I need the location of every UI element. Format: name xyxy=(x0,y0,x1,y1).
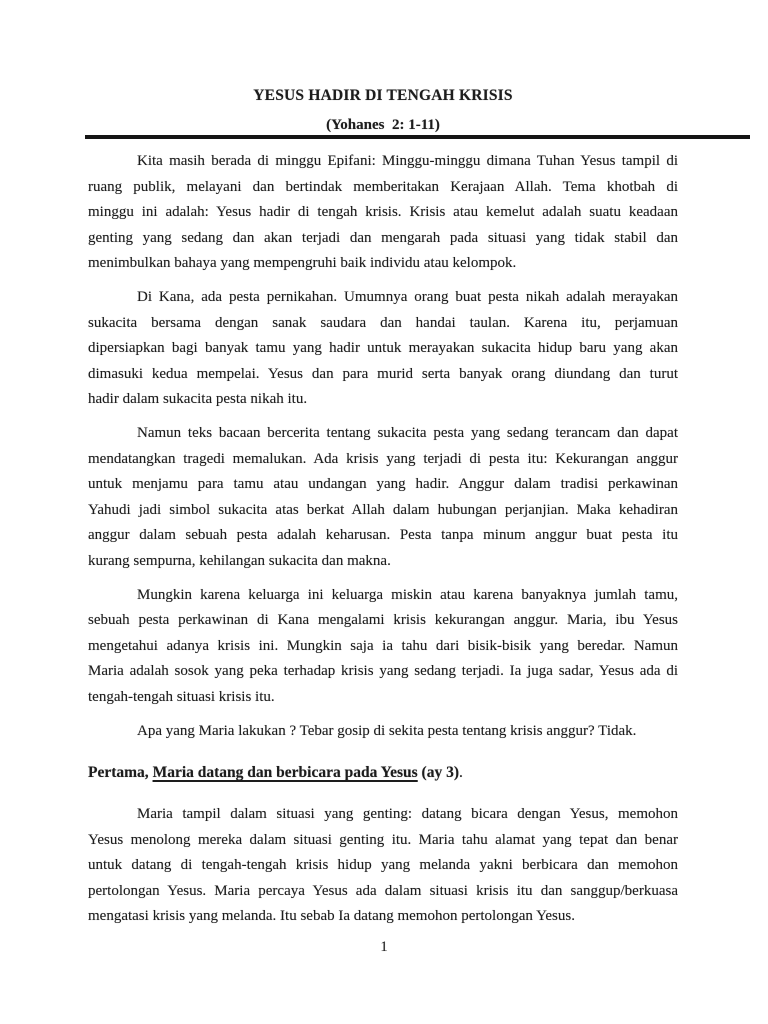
paragraph-line: mendatangkan tragedi memalukan. Ada krisis yang terjadi di pesta itu: Kekurangan anggur xyxy=(88,450,678,467)
document-content xyxy=(88,88,678,938)
paragraph-line: Kita masih berada di minggu Epifani: Minggu-minggu dimana Tuhan Yesus tampil di xyxy=(137,153,678,169)
paragraph-line: Namun teks bacaan bercerita tentang sukacita pesta yang sedang terancam dan dapat xyxy=(137,425,678,441)
paragraph-line: tengah-tengah situasi krisis itu. xyxy=(88,688,275,705)
paragraph-line: menimbulkan bahaya yang mempengruhi baik individu atau kelompok. xyxy=(88,255,517,271)
paragraph-line: hadir dalam sukacita pesta nikah itu. xyxy=(88,391,308,407)
heading-period: . xyxy=(459,764,463,781)
paragraph-line: ruang publik, melayani dan bertindak memberitakan Kerajaan Allah. Tema khotbah di xyxy=(88,178,678,195)
paragraph-line: dipersiapkan bagi banyak tamu yang hadir untuk merayakan sukacita hidup baru yang akan xyxy=(88,340,678,356)
paragraph-line: Apa yang Maria lakukan ? Tebar gosip di sekita pesta tentang krisis anggur? Tidak. xyxy=(137,722,637,739)
paragraph-line: Mungkin karena keluarga ini keluarga miskin atau karena banyaknya jumlah tamu, xyxy=(137,586,678,603)
body-paragraph xyxy=(88,719,678,745)
page-title: YESUS HADIR DI TENGAH KRISIS xyxy=(253,87,513,104)
paragraph-line: pertolongan Yesus. Maria percaya Yesus ada dalam situasi krisis itu dan sanggup/berkuasa xyxy=(88,882,678,899)
paragraph-line: untuk datang di tengah-tengah krisis hidup yang melanda yakni berbicara dan memohon xyxy=(88,857,678,873)
page-number: 1 xyxy=(380,939,388,955)
paragraph-line: kurang sempurna, kehilangan sukacita dan makna. xyxy=(88,552,391,569)
heading-suffix: (ay 3) xyxy=(417,764,459,781)
paragraph-line: anggur dalam sebuah pesta adalah keharusan. Pesta tanpa minum anggur buat pesta itu xyxy=(88,527,678,543)
paragraph-line: minggu ini adalah: Yesus hadir di tengah krisis. Krisis atau kemelut adalah suatu keadaan xyxy=(88,204,678,220)
body-paragraph xyxy=(88,285,678,413)
paragraph-line: mengetahui adanya krisis ini. Mungkin saja ia tahu dari bisik-bisik yang beredar. Namun xyxy=(88,637,678,654)
paragraph-line: sebuah pesta perkawinan di Kana mengalami krisis kekurangan anggur. Maria, ibu Yesus xyxy=(88,612,678,628)
paragraph-line: mengatasi krisis yang melanda. Itu sebab Ia datang memohon pertolongan Yesus. xyxy=(88,908,575,924)
document-body xyxy=(88,149,678,930)
paragraph-line: dimasuki kedua mempelai. Yesus dan para murid serta banyak orang diundang dan turut xyxy=(88,365,678,382)
page-subtitle: (Yohanes 2: 1-11) xyxy=(326,117,440,133)
section-heading xyxy=(88,760,678,786)
paragraph-line: sukacita bersama dengan sanak saudara dan handai taulan. Karena itu, perjamuan xyxy=(88,314,678,331)
paragraph-line: genting yang sedang dan akan terjadi dan mengarah pada situasi yang tidak stabil dan xyxy=(88,229,678,246)
paragraph-line: Maria tampil dalam situasi yang genting: datang bicara dengan Yesus, memohon xyxy=(137,806,678,822)
body-paragraph xyxy=(88,149,678,277)
paragraph-line: Yahudi jadi simbol sukacita atas berkat Allah dalam hubungan perjanjian. Maka kehadiran xyxy=(88,501,678,518)
body-paragraph xyxy=(88,583,678,711)
heading-underlined-text: Maria datang dan berbicara pada Yesus xyxy=(152,764,418,781)
paragraph-line: untuk menjamu para tamu atau undangan yang hadir. Anggur dalam tradisi perkawinan xyxy=(88,476,678,492)
body-paragraph xyxy=(88,421,678,574)
body-paragraph xyxy=(88,802,678,930)
paragraph-line: Yesus menolong mereka dalam situasi genting itu. Maria tahu alamat yang tepat dan benar xyxy=(88,831,678,848)
heading-prefix: Pertama, xyxy=(88,764,153,781)
title-divider xyxy=(85,135,750,139)
paragraph-line: Di Kana, ada pesta pernikahan. Umumnya orang buat pesta nikah adalah merayakan xyxy=(137,289,678,305)
paragraph-line: Maria adalah sosok yang peka terhadap krisis yang sedang terjadi. Ia juga sadar, Yesus ada di xyxy=(88,663,678,679)
